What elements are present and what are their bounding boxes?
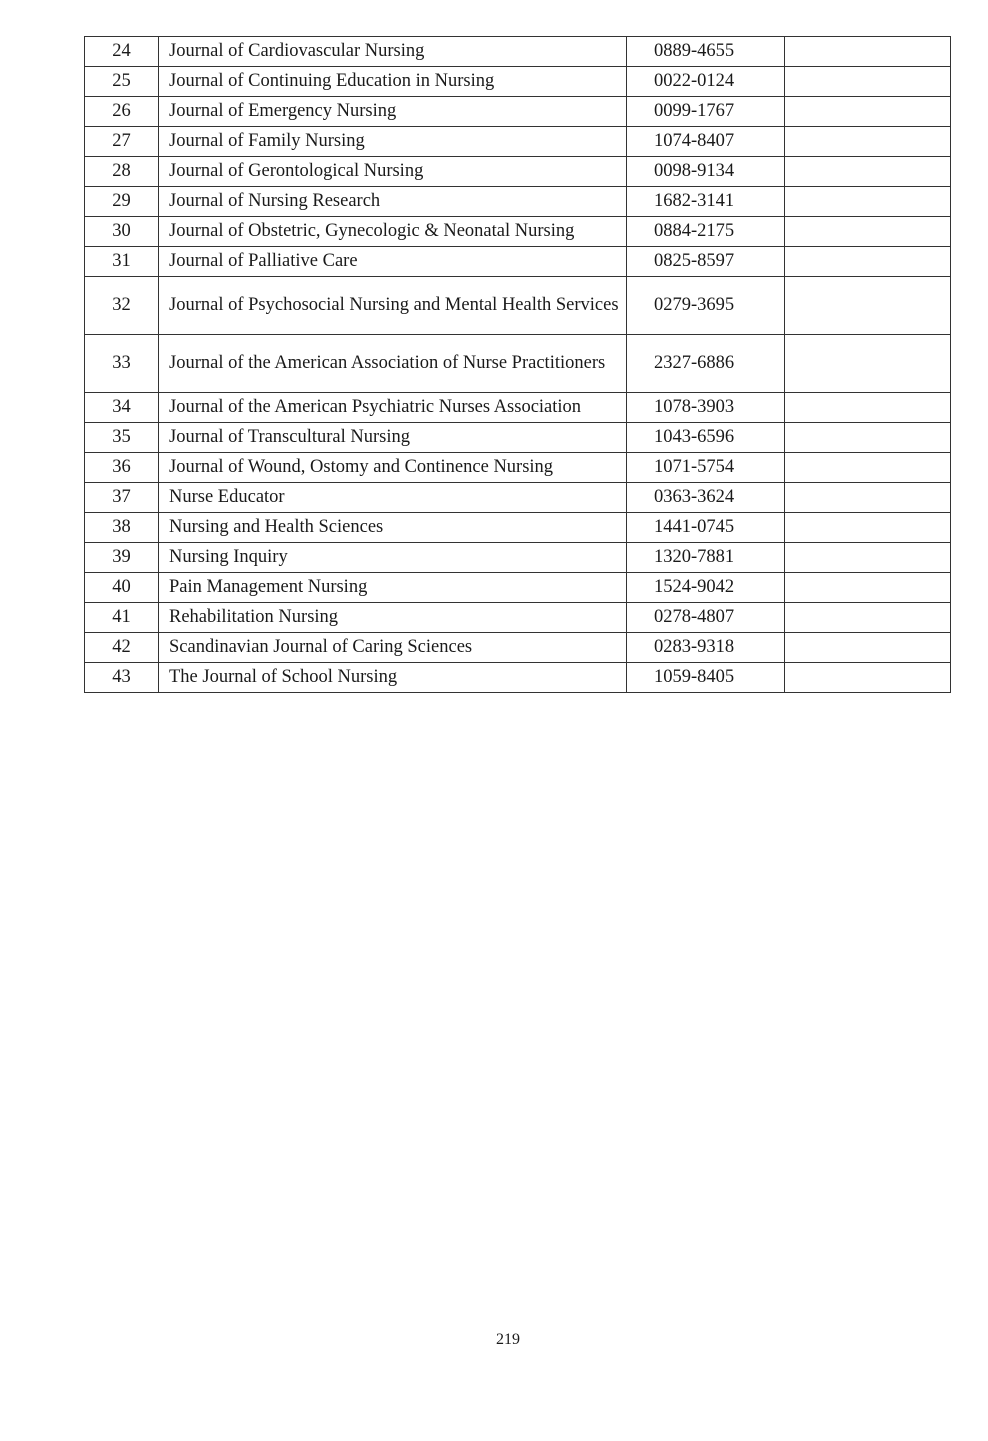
empty-cell: [785, 663, 951, 693]
table-row: [85, 217, 951, 247]
row-number: 34: [85, 393, 159, 423]
table-row: [85, 187, 951, 217]
issn: 0825-8597: [627, 247, 785, 277]
row-number: 24: [85, 37, 159, 67]
issn: 0099-1767: [627, 97, 785, 127]
table-row: [85, 543, 951, 573]
journal-title: Journal of Continuing Education in Nursing: [159, 67, 627, 97]
row-number: 35: [85, 423, 159, 453]
journal-title: Journal of Transcultural Nursing: [159, 423, 627, 453]
table-row: [85, 483, 951, 513]
row-number: 43: [85, 663, 159, 693]
issn: 1059-8405: [627, 663, 785, 693]
row-number: 37: [85, 483, 159, 513]
journal-title: Journal of the American Association of Nurse Practitioners: [159, 335, 627, 393]
empty-cell: [785, 97, 951, 127]
issn: 0278-4807: [627, 603, 785, 633]
empty-cell: [785, 37, 951, 67]
journal-title: Journal of Family Nursing: [159, 127, 627, 157]
issn: 0098-9134: [627, 157, 785, 187]
issn: 1074-8407: [627, 127, 785, 157]
table-row: [85, 393, 951, 423]
journal-title: Journal of Nursing Research: [159, 187, 627, 217]
table-row: [85, 633, 951, 663]
row-number: 42: [85, 633, 159, 663]
issn: 0889-4655: [627, 37, 785, 67]
journal-title: Journal of Psychosocial Nursing and Mental Health Services: [159, 277, 627, 335]
journal-title: Nursing and Health Sciences: [159, 513, 627, 543]
empty-cell: [785, 127, 951, 157]
empty-cell: [785, 67, 951, 97]
empty-cell: [785, 247, 951, 277]
journal-title: Pain Management Nursing: [159, 573, 627, 603]
issn: 0363-3624: [627, 483, 785, 513]
journal-title: Scandinavian Journal of Caring Sciences: [159, 633, 627, 663]
journal-title: Journal of Cardiovascular Nursing: [159, 37, 627, 67]
page-number: 219: [496, 1331, 520, 1348]
table-row: [85, 453, 951, 483]
issn: 1441-0745: [627, 513, 785, 543]
empty-cell: [785, 483, 951, 513]
journal-title: Journal of Emergency Nursing: [159, 97, 627, 127]
table-row: [85, 663, 951, 693]
table-row: [85, 423, 951, 453]
journal-title: Nursing Inquiry: [159, 543, 627, 573]
table-row: [85, 573, 951, 603]
row-number: 33: [85, 335, 159, 393]
table-row: [85, 513, 951, 543]
row-number: 30: [85, 217, 159, 247]
journal-title: Rehabilitation Nursing: [159, 603, 627, 633]
empty-cell: [785, 335, 951, 393]
issn: 1078-3903: [627, 393, 785, 423]
issn: 0279-3695: [627, 277, 785, 335]
empty-cell: [785, 393, 951, 423]
empty-cell: [785, 217, 951, 247]
table-row: [85, 335, 951, 393]
empty-cell: [785, 423, 951, 453]
table-row: [85, 97, 951, 127]
row-number: 31: [85, 247, 159, 277]
table-row: [85, 277, 951, 335]
table-row: [85, 157, 951, 187]
row-number: 28: [85, 157, 159, 187]
row-number: 41: [85, 603, 159, 633]
journal-title: The Journal of School Nursing: [159, 663, 627, 693]
journal-title: Journal of Obstetric, Gynecologic & Neonatal Nursing: [159, 217, 627, 247]
row-number: 25: [85, 67, 159, 97]
issn: 1071-5754: [627, 453, 785, 483]
empty-cell: [785, 453, 951, 483]
row-number: 27: [85, 127, 159, 157]
table-row: [85, 37, 951, 67]
empty-cell: [785, 633, 951, 663]
empty-cell: [785, 573, 951, 603]
table-row: [85, 603, 951, 633]
issn: 1043-6596: [627, 423, 785, 453]
journal-title: Nurse Educator: [159, 483, 627, 513]
issn: 0283-9318: [627, 633, 785, 663]
journal-title: Journal of Wound, Ostomy and Continence Nursing: [159, 453, 627, 483]
empty-cell: [785, 543, 951, 573]
empty-cell: [785, 277, 951, 335]
journal-table: [84, 36, 951, 693]
table-row: [85, 127, 951, 157]
row-number: 29: [85, 187, 159, 217]
empty-cell: [785, 187, 951, 217]
empty-cell: [785, 157, 951, 187]
issn: 1524-9042: [627, 573, 785, 603]
row-number: 38: [85, 513, 159, 543]
empty-cell: [785, 603, 951, 633]
row-number: 40: [85, 573, 159, 603]
row-number: 39: [85, 543, 159, 573]
issn: 2327-6886: [627, 335, 785, 393]
issn: 0884-2175: [627, 217, 785, 247]
issn: 1320-7881: [627, 543, 785, 573]
row-number: 26: [85, 97, 159, 127]
empty-cell: [785, 513, 951, 543]
journal-title: Journal of Gerontological Nursing: [159, 157, 627, 187]
table-row: [85, 247, 951, 277]
issn: 1682-3141: [627, 187, 785, 217]
row-number: 32: [85, 277, 159, 335]
row-number: 36: [85, 453, 159, 483]
journal-title: Journal of the American Psychiatric Nurses Association: [159, 393, 627, 423]
journal-title: Journal of Palliative Care: [159, 247, 627, 277]
issn: 0022-0124: [627, 67, 785, 97]
table-row: [85, 67, 951, 97]
